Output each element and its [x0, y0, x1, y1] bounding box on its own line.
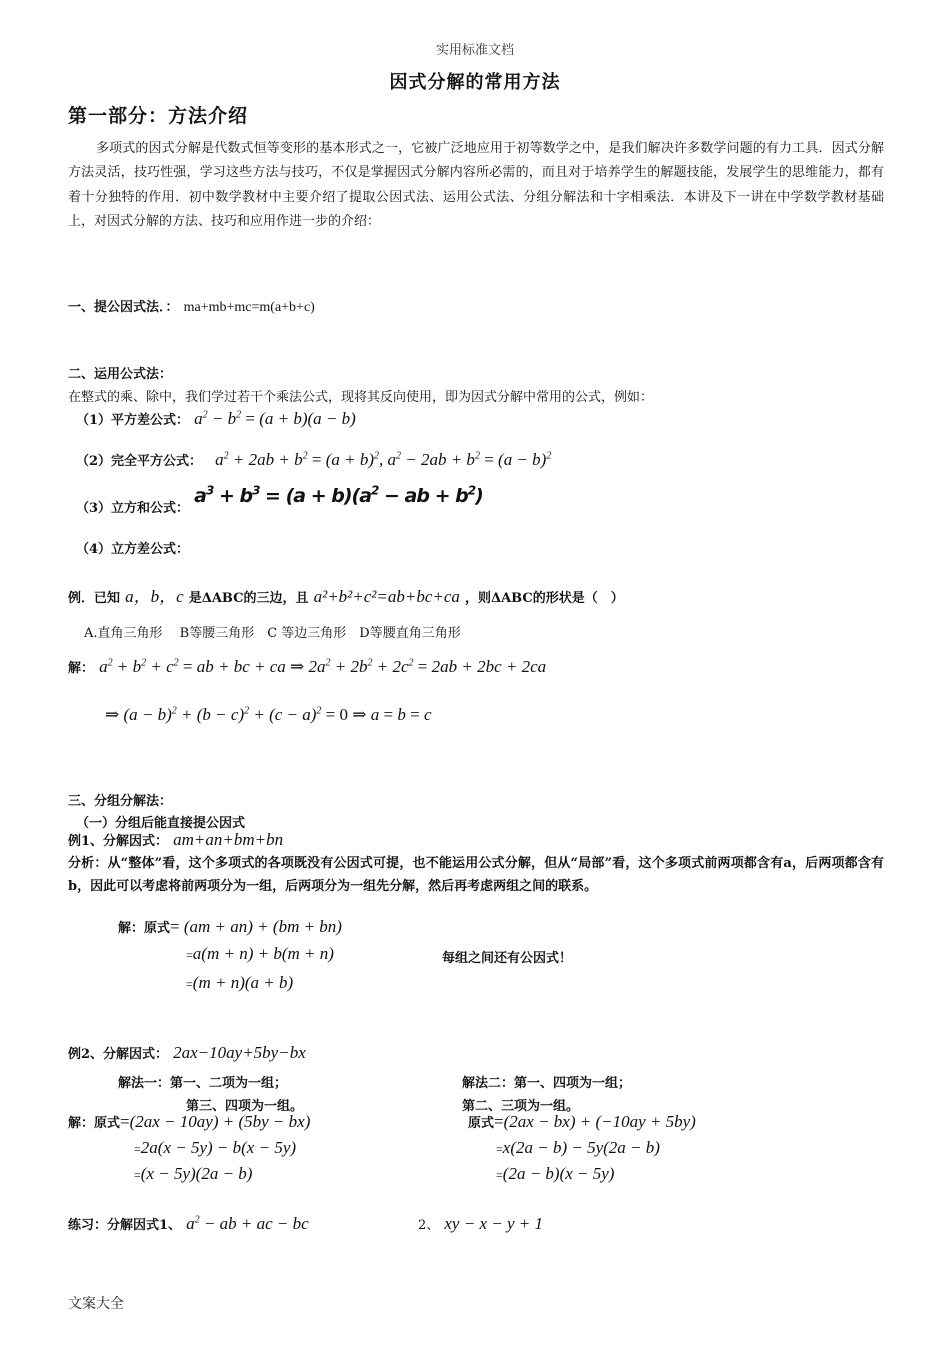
- example-1: [68, 830, 283, 850]
- formula-1-expr: $a^2 - b^2 = (a + b)(a - b)$: [194, 409, 356, 428]
- example-mid: 是ΔABC的三边，且: [188, 591, 309, 606]
- analysis-paragraph: 分析：从“整体”看，这个多项式的各项既没有公因式可提，也不能运用公式分解，但从“局部”看，这个多项式前两项都含有a，后两项都含有b，因此可以考虑将前两项分为一组，后两项分为一组先分解，然后再考虑两组之间的联系。: [68, 856, 884, 894]
- solution-expr-1: $a^2 + b^2 + c^2$ = ab + bc + ca ⇒ $2a^2 + 2b^2 + 2c^2 = 2ab + 2bc + 2ca$: [99, 657, 547, 676]
- section1: [68, 296, 315, 316]
- ex1-solution-line-2: =a(m + n) + b(m + n): [186, 944, 334, 963]
- method1-b: 第三、四项为一组。: [186, 1099, 304, 1114]
- example-vars: a，b，c: [125, 587, 184, 606]
- practice-2-expr: xy − x − y + 1: [444, 1214, 543, 1233]
- ex1-solution-line-3: =(m + n)(a + b): [186, 973, 294, 992]
- formula-4-label: （4）立方差公式：: [76, 542, 190, 557]
- example-2-expr: 2ax−10ay+5by−bx: [173, 1043, 306, 1062]
- ex2-m1-line-1: 解：原式=(2ax − 10ay) + (5by − bx): [68, 1112, 311, 1131]
- formula-3: [76, 484, 483, 517]
- example-2: [68, 1043, 306, 1063]
- method2-a: 解法二：第一、四项为一组；: [462, 1076, 632, 1091]
- example-2-label: 例2、分解因式：: [68, 1047, 169, 1062]
- example-prefix: 例．已知: [68, 591, 121, 606]
- ex1-solution-line-1: 解：原式= (am + an) + (bm + bn): [118, 917, 342, 936]
- page-header: 实用标准文档: [435, 43, 514, 58]
- part-heading: 第一部分：方法介绍: [68, 105, 249, 127]
- solution-label: 解：: [68, 661, 95, 676]
- method2-b: 第二、三项为一组。: [462, 1099, 580, 1114]
- example-equation: a²+b²+c²=ab+bc+ca: [313, 587, 460, 606]
- ex2-m2-line-1: 原式=(2ax − bx) + (−10ay + 5by): [468, 1112, 696, 1131]
- ex1-solution-label: 解：原式: [118, 921, 171, 936]
- formula-2: [76, 450, 551, 470]
- ex2-m1-line-2: =2a(x − 5y) − b(x − 5y): [134, 1138, 297, 1157]
- method1-a: 解法一：第一、二项为一组；: [118, 1076, 288, 1091]
- section3-label: 三、分组分解法：: [68, 794, 173, 809]
- practice-2: [418, 1214, 543, 1234]
- section1-formula: ma+mb+mc=m(a+b+c): [183, 300, 315, 315]
- formula-1-label: （1）平方差公式：: [76, 413, 190, 428]
- example-triangle: [68, 582, 624, 607]
- practice-label: 练习：分解因式1、: [68, 1218, 182, 1233]
- section3-sub1: （一）分组后能直接提公因式: [76, 816, 246, 831]
- practice-2-label: 2、: [418, 1218, 440, 1233]
- ex2-m2-line-3: =(2a − b)(x − 5y): [496, 1164, 615, 1183]
- ex2-m1-line-3: =(x − 5y)(2a − b): [134, 1164, 253, 1183]
- example-1-expr: am+an+bm+bn: [173, 830, 284, 849]
- page-footer: 文案大全: [68, 1296, 124, 1312]
- solution-expr-2: ⇒ $(a - b)^2 + (b - c)^2 + (c - a)^2 = 0$ ⇒ a = b = c: [105, 705, 432, 724]
- ex2-orig-label: 原式: [468, 1116, 495, 1131]
- solution-line-2: [105, 705, 432, 725]
- practice-1-expr: $a^2$ − ab + ac − bc: [186, 1214, 309, 1233]
- section2-desc: 在整式的乘、除中，我们学过若干个乘法公式，现将其反向使用，即为因式分解中常用的公式，例如：: [68, 390, 654, 405]
- formula-2-expr: $a^2 + 2ab + b^2 = (a + b)^2$, $a^2 - 2ab + b^2 = (a - b)^2$: [215, 450, 552, 469]
- ex2-solution-label: 解：原式: [68, 1116, 121, 1131]
- formula-2-label: （2）完全平方公式：: [76, 454, 203, 469]
- intro-paragraph: 多项式的因式分解是代数式恒等变形的基本形式之一，它被广泛地应用于初等数学之中，是我们解决许多数学问题的有力工具．因式分解方法灵活，技巧性强，学习这些方法与技巧，不仅是掌握因式分解内容所必需的，而且对于培养学生的解题技能，发展学生的思维能力，都有着十分独特的作用．初中数学教材中主要介绍了提取公因式法、运用公式法、分组分解法和十字相乘法．本讲及下一讲在中学数学教材基础上，对因式分解的方法、技巧和应用作进一步的介绍：: [68, 141, 884, 230]
- formula-1: [76, 409, 356, 429]
- practice: [68, 1214, 309, 1234]
- example-1-label: 例1、分解因式：: [68, 834, 169, 849]
- section1-label: 一、提公因式法．：: [68, 300, 179, 315]
- example-options: A.直角三角形 B等腰三角形 C 等边三角形 D等腰直角三角形: [84, 626, 461, 641]
- section2-label: 二、运用公式法：: [68, 367, 173, 382]
- document-title: 因式分解的常用方法: [389, 72, 561, 93]
- ex2-m2-line-2: =x(2a − b) − 5y(2a − b): [496, 1138, 660, 1157]
- formula-3-expr: $a^3 + b^3 = (a + b)(a^2$ − ab + $b^2$): [194, 484, 483, 508]
- ex1-note: 每组之间还有公因式！: [442, 951, 573, 966]
- solution-line-1: [68, 657, 546, 677]
- example-tail: ，则ΔABC的形状是（ ）: [464, 591, 624, 606]
- formula-3-label: （3）立方和公式：: [76, 501, 190, 517]
